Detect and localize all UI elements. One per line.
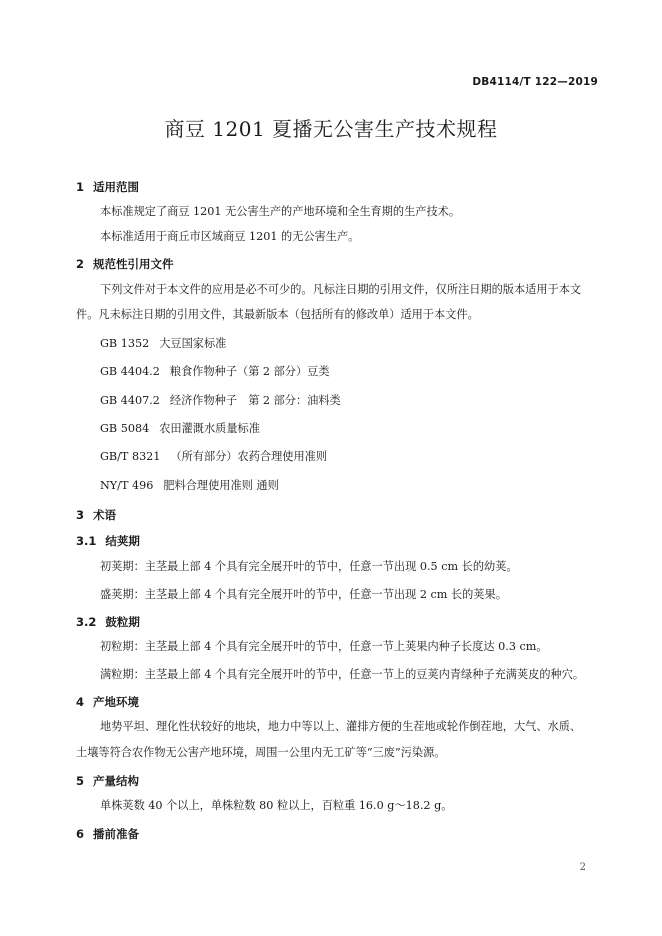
document-title: 商豆 1201 夏播无公害生产技术规程 [164,117,498,141]
paragraph-line: 地势平坦、理化性状较好的地块，地力中等以上、灌排方便的生茬地或轮作倒茬地，大气、水质、 [100,720,582,733]
reference-name: （所有部分）农药合理使用准则 [170,450,328,463]
reference-name: 肥料合理使用准则 通则 [163,479,279,492]
section-title: 术语 [93,508,117,522]
section-number: 3 [76,508,85,522]
subsection-title: 鼓粒期 [105,615,140,629]
section-title: 产地环境 [93,695,140,709]
subsection-title: 结荚期 [105,534,140,548]
subsection-number: 3.2 [76,615,97,629]
reference-name: 粮食作物种子（第 2 部分）豆类 [169,365,330,378]
section-number: 2 [76,257,85,271]
reference-code: GB 5084 [100,422,150,435]
section-4-heading [76,694,139,710]
reference-code: GB 4407.2 [100,394,160,407]
paragraph: 初荚期：主茎最上部 4 个具有完全展开叶的节中，任意一节出现 0.5 cm 长的幼荚。 [100,560,518,573]
reference-name: 大豆国家标准 [159,337,227,350]
paragraph: 本标准适用于商丘市区域商豆 1201 的无公害生产。 [100,230,360,243]
page-number: 2 [579,862,586,873]
section-number: 4 [76,695,85,709]
section-2-heading [76,256,174,272]
reference-name: 农田灌溉水质量标准 [159,422,260,435]
paragraph-line: 下列文件对于本文件的应用是必不可少的。凡标注日期的引用文件，仅所注日期的版本适用于本文 [100,283,582,296]
reference-item [76,359,623,384]
section-title: 播前准备 [93,827,140,841]
reference-item [76,331,623,356]
reference-code: NY/T 496 [100,479,154,492]
paragraph: 盛荚期：主茎最上部 4 个具有完全展开叶的节中，任意一节出现 2 cm 长的荚果。 [100,588,507,601]
subsection-3-2-heading [76,614,140,630]
paragraph: 满粒期：主茎最上部 4 个具有完全展开叶的节中，任意一节上的豆荚内青绿种子充满荚皮的种穴。 [100,668,585,681]
paragraph: 本标准规定了商豆 1201 无公害生产的产地环境和全生育期的生产技术。 [100,205,461,218]
reference-code: GB/T 8321 [100,450,161,463]
section-3-heading [76,507,116,523]
reference-item [76,473,623,498]
paragraph-line: 土壤等符合农作物无公害产地环境，周围一公里内无工矿等“三废”污染源。 [76,746,446,759]
section-number: 1 [76,180,85,194]
section-6-heading [76,826,139,842]
section-title: 产量结构 [93,774,140,788]
reference-code: GB 4404.2 [100,365,160,378]
reference-name: 经济作物种子 第 2 部分：油料类 [169,394,341,407]
section-number: 5 [76,774,85,788]
section-5-heading [76,773,139,789]
reference-item [76,416,623,441]
section-1-heading [76,179,139,195]
subsection-3-1-heading [76,533,140,549]
paragraph-line: 件。凡未标注日期的引用文件，其最新版本（包括所有的修改单）适用于本文件。 [76,308,479,321]
section-number: 6 [76,827,85,841]
reference-item [76,388,623,413]
paragraph: 单株荚数 40 个以上，单株粒数 80 粒以上，百粒重 16.0 g～18.2 g。 [100,799,453,812]
section-title: 适用范围 [93,180,140,194]
standard-code: DB4114/T 122—2019 [472,76,598,88]
paragraph: 初粒期：主茎最上部 4 个具有完全展开叶的节中，任意一节上荚果内种子长度达 0.3 cm。 [100,640,548,653]
reference-item [76,444,623,469]
subsection-number: 3.1 [76,534,97,548]
section-title: 规范性引用文件 [93,257,174,271]
reference-code: GB 1352 [100,337,150,350]
